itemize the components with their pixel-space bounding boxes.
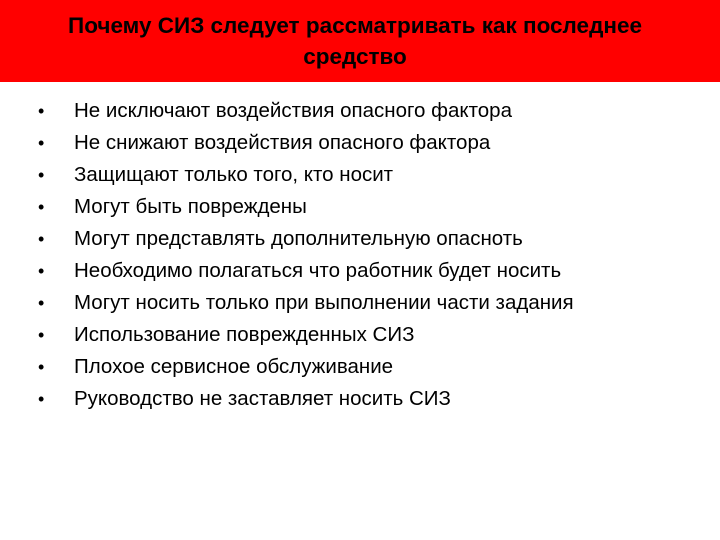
bullet-item [38,383,708,415]
bullet-text: Использование поврежденных СИЗ [74,323,415,346]
bullet-text: Защищают только того, кто носит [74,163,394,186]
bullet-marker: • [38,229,45,249]
title-bar [0,0,720,82]
bullet-text: Могут носить только при выполнении части задания [74,291,574,314]
bullet-marker: • [38,197,45,217]
bullet-text: Плохое сервисное обслуживание [74,355,394,378]
bullet-marker: • [38,101,45,121]
bullet-item [38,319,708,351]
bullet-text: Могут быть повреждены [74,195,307,218]
bullet-item [38,223,708,255]
bullet-marker: • [38,325,45,345]
bullet-item [38,287,708,319]
slide-title: Почему СИЗ следует рассматривать как последнее средство [68,13,642,69]
bullet-marker: • [38,357,45,377]
bullet-marker: • [38,261,45,281]
bullet-text: Могут представлять дополнительную опасноть [74,227,523,250]
bullet-item [38,191,708,223]
bullet-text: Не снижают воздействия опасного фактора [74,131,491,154]
bullet-marker: • [38,389,45,409]
bullet-marker: • [38,165,45,185]
bullet-item [38,351,708,383]
bullet-item [38,127,708,159]
bullet-text: Не исключают воздействия опасного фактора [74,99,512,122]
bullet-text: Руководство не заставляет носить СИЗ [74,387,451,410]
bullet-text: Необходимо полагаться что работник будет носить [74,259,562,282]
bullet-list [38,95,708,415]
bullet-item [38,159,708,191]
bullet-marker: • [38,293,45,313]
bullet-item [38,95,708,127]
bullet-item [38,255,708,287]
bullet-marker: • [38,133,45,153]
